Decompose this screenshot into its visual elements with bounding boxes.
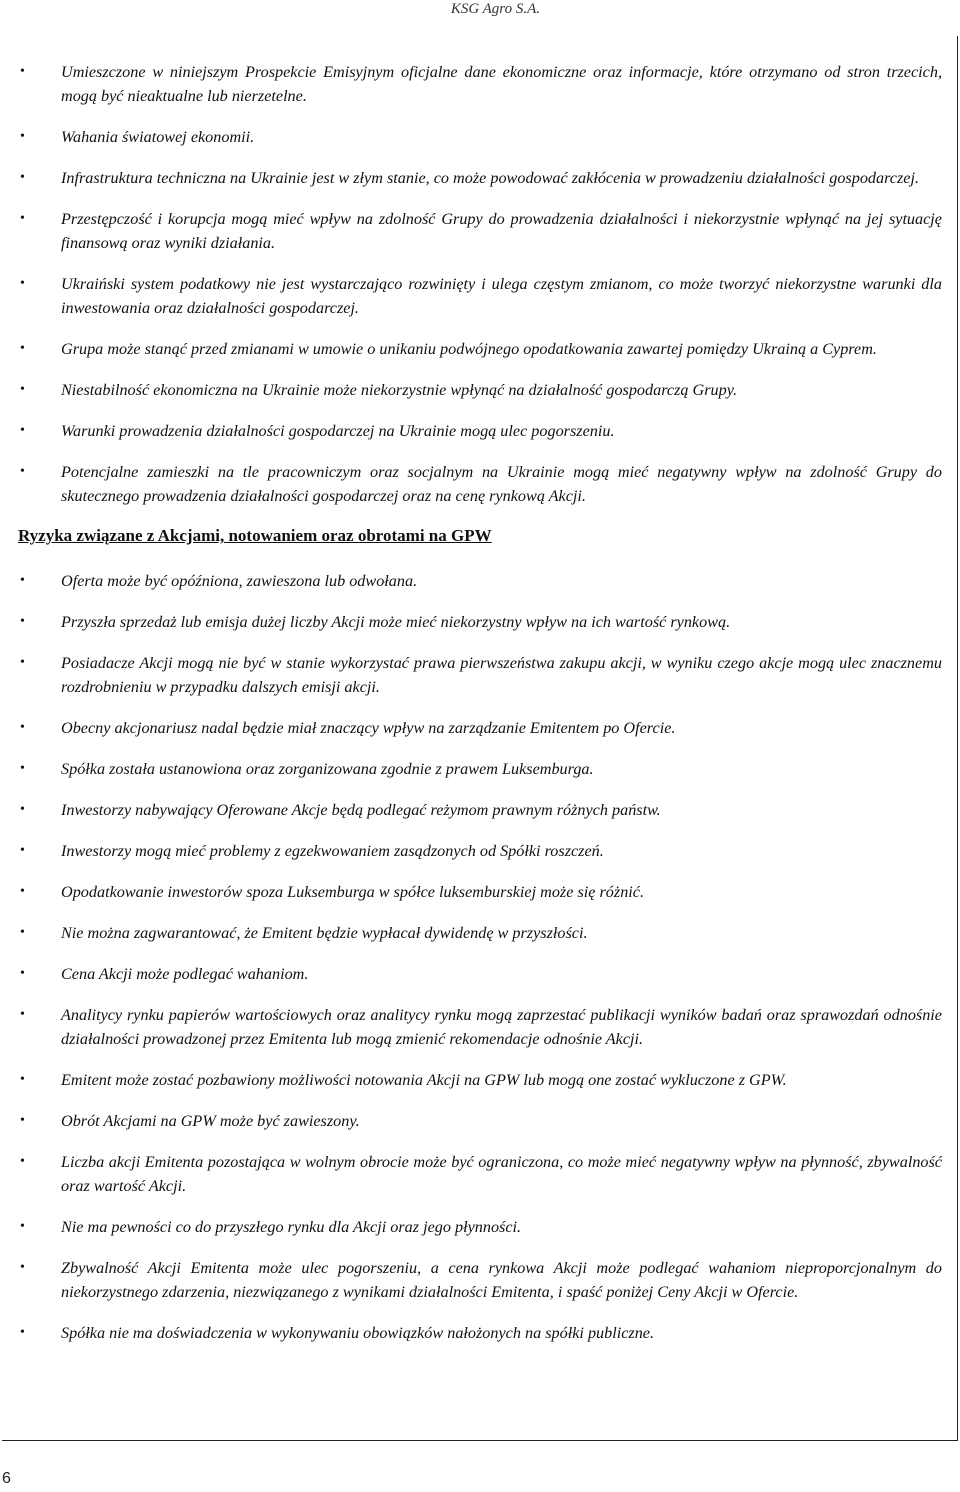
list-item-text: Spółka nie ma doświadczenia w wykonywaniu obowiązków nałożonych na spółki publiczne.	[61, 1324, 655, 1342]
bullet-icon: •	[20, 802, 25, 817]
bullet-icon: •	[20, 341, 25, 356]
list-item	[18, 60, 942, 108]
list-item-text: Emitent może zostać pozbawiony możliwości notowania Akcji na GPW lub mogą one zostać wykluczone z GPW.	[61, 1071, 787, 1089]
list-item-text: Obecny akcjonariusz nadal będzie miał znaczący wpływ na zarządzanie Emitentem po Ofercie.	[61, 719, 676, 737]
risk-list-ukraine	[18, 60, 942, 508]
bullet-icon: •	[20, 464, 25, 479]
list-item	[18, 272, 942, 320]
list-item	[18, 1256, 942, 1304]
list-item	[18, 839, 942, 863]
list-item	[18, 757, 942, 781]
list-item	[18, 569, 942, 593]
bullet-icon: •	[20, 1007, 25, 1022]
list-item	[18, 1321, 942, 1345]
list-item	[18, 378, 942, 402]
list-item	[18, 716, 942, 740]
bullet-icon: •	[20, 884, 25, 899]
bullet-icon: •	[20, 843, 25, 858]
list-item	[18, 419, 942, 443]
list-item	[18, 798, 942, 822]
page-number: 6	[2, 1470, 11, 1487]
list-item-text: Warunki prowadzenia działalności gospodarczej na Ukrainie mogą ulec pogorszeniu.	[61, 422, 615, 440]
list-item	[18, 125, 942, 149]
list-item	[18, 1215, 942, 1239]
bullet-icon: •	[20, 1219, 25, 1234]
list-item-text: Oferta może być opóźniona, zawieszona lub odwołana.	[61, 572, 418, 590]
bullet-icon: •	[20, 129, 25, 144]
bullet-icon: •	[20, 614, 25, 629]
list-item-text: Ukraiński system podatkowy nie jest wystarczająco rozwinięty i ulega częstym zmianom, co może tworzyć niekorzystne warunki dla inwestowania oraz działalności gospodarczej.	[61, 275, 942, 317]
list-item	[18, 460, 942, 508]
list-item	[18, 610, 942, 634]
list-item	[18, 1150, 942, 1198]
list-item	[18, 166, 942, 190]
list-item	[18, 962, 942, 986]
bullet-icon: •	[20, 1072, 25, 1087]
list-item	[18, 1003, 942, 1051]
list-item-text: Umieszczone w niniejszym Prospekcie Emisyjnym oficjalne dane ekonomiczne oraz informacje, które otrzymano od stron trzecich, mogą być nieaktualne lub nierzetelne.	[61, 63, 942, 105]
bullet-icon: •	[20, 64, 25, 79]
list-item-text: Nie można zagwarantować, że Emitent będzie wypłacał dywidendę w przyszłości.	[61, 924, 588, 942]
risk-list-shares	[18, 569, 942, 1345]
bullet-icon: •	[20, 720, 25, 735]
list-item-text: Liczba akcji Emitenta pozostająca w wolnym obrocie może być ograniczona, co może mieć negatywny wpływ na płynność, zbywalność oraz wartość Akcji.	[61, 1153, 942, 1195]
bullet-icon: •	[20, 211, 25, 226]
list-item	[18, 880, 942, 904]
list-item-text: Inwestorzy mogą mieć problemy z egzekwowaniem zasądzonych od Spółki roszczeń.	[61, 842, 604, 860]
list-item-text: Cena Akcji może podlegać wahaniom.	[61, 965, 309, 983]
bullet-icon: •	[20, 382, 25, 397]
bullet-icon: •	[20, 573, 25, 588]
list-item-text: Obrót Akcjami na GPW może być zawieszony.	[61, 1112, 360, 1130]
list-item-text: Zbywalność Akcji Emitenta może ulec pogorszeniu, a cena rynkowa Akcji może podlegać wahaniom nieproporcjonalnym do niekorzystnego zdarzenia, niezwiązanego z wynikami działalności Emitenta, i spaść poniżej Ceny Akcji w Ofercie.	[61, 1259, 942, 1301]
list-item-text: Opodatkowanie inwestorów spoza Luksemburga w spółce luksemburskiej może się różnić.	[61, 883, 645, 901]
list-item-text: Infrastruktura techniczna na Ukrainie jest w złym stanie, co może powodować zakłócenia w prowadzeniu działalności gospodarczej.	[61, 169, 920, 187]
list-item	[18, 921, 942, 945]
list-item-text: Inwestorzy nabywający Oferowane Akcje będą podlegać reżymom prawnym różnych państw.	[61, 801, 661, 819]
bullet-icon: •	[20, 655, 25, 670]
list-item-text: Analitycy rynku papierów wartościowych oraz analitycy rynku mogą zaprzestać publikacji wyników badań oraz sprawozdań odnośnie działalności prowadzonej przez Emitenta lub mogą zmienić rekomendacje odnośnie Akcji.	[61, 1006, 942, 1048]
bullet-icon: •	[20, 423, 25, 438]
list-item	[18, 337, 942, 361]
bullet-icon: •	[20, 966, 25, 981]
list-item	[18, 1109, 942, 1133]
list-item-text: Wahania światowej ekonomii.	[61, 128, 255, 146]
list-item-text: Grupa może stanąć przed zmianami w umowie o unikaniu podwójnego opodatkowania zawartej pomiędzy Ukrainą a Cyprem.	[61, 340, 877, 358]
bullet-icon: •	[20, 1325, 25, 1340]
list-item-text: Nie ma pewności co do przyszłego rynku dla Akcji oraz jego płynności.	[61, 1218, 522, 1236]
bullet-icon: •	[20, 1154, 25, 1169]
running-header-company: KSG Agro S.A.	[450, 1, 540, 17]
main-content	[18, 60, 942, 1362]
bullet-icon: •	[20, 276, 25, 291]
list-item-text: Przyszła sprzedaż lub emisja dużej liczby Akcji może mieć niekorzystny wpływ na ich wartość rynkową.	[61, 613, 731, 631]
list-item-text: Spółka została ustanowiona oraz zorganizowana zgodnie z prawem Luksemburga.	[61, 760, 594, 778]
list-item-text: Przestępczość i korupcja mogą mieć wpływ na zdolność Grupy do prowadzenia działalności i niekorzystnie wpłynąć na jej sytuację finansową oraz wyniki działania.	[61, 210, 942, 252]
list-item	[18, 1068, 942, 1092]
bullet-icon: •	[20, 761, 25, 776]
bullet-icon: •	[20, 170, 25, 185]
list-item-text: Potencjalne zamieszki na tle pracowniczym oraz socjalnym na Ukrainie mogą mieć negatywny wpływ na zdolność Grupy do skutecznego prowadzenia działalności gospodarczej oraz na cenę rynkową Akcji.	[61, 463, 942, 505]
list-item-text: Posiadacze Akcji mogą nie być w stanie wykorzystać prawa pierwszeństwa zakupu akcji, w wyniku czego akcje mogą ulec znacznemu rozdrobnieniu w przypadku dalszych emisji akcji.	[61, 654, 942, 696]
bullet-icon: •	[20, 925, 25, 940]
list-item	[18, 207, 942, 255]
bullet-icon: •	[20, 1260, 25, 1275]
list-item-text: Niestabilność ekonomiczna na Ukrainie może niekorzystnie wpłynąć na działalność gospodarczą Grupy.	[61, 381, 738, 399]
bullet-icon: •	[20, 1113, 25, 1128]
list-item	[18, 651, 942, 699]
section-heading: Ryzyka związane z Akcjami, notowaniem oraz obrotami na GPW	[18, 526, 492, 545]
